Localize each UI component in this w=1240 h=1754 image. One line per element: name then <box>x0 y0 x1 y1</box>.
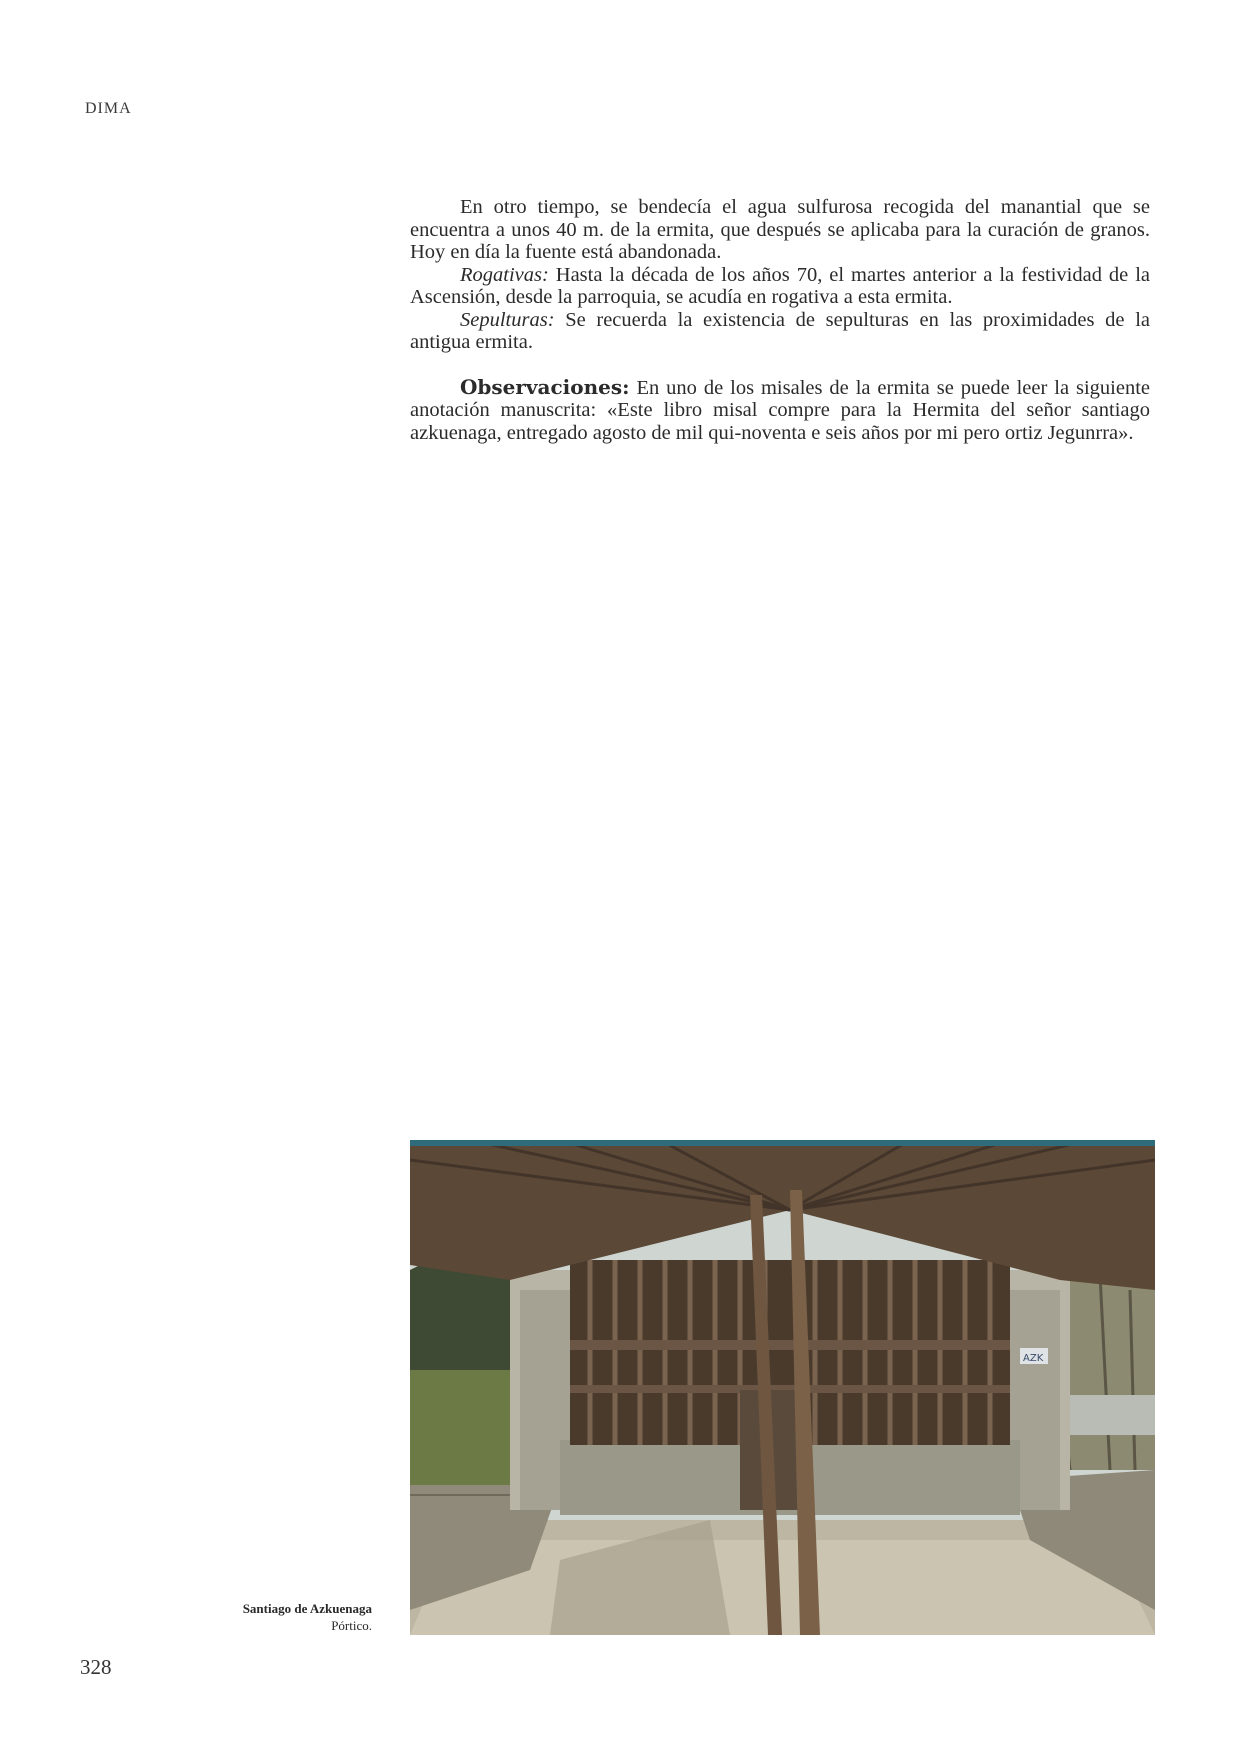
rogativas-text: Hasta la década de los años 70, el martes anterior a la festividad de la Ascensión, desde la parroquia, se acudía en rogativa a esta ermita. <box>410 263 1150 308</box>
sign-label: AZK <box>1023 1353 1044 1364</box>
caption-title: Santiago de Azkuenaga <box>242 1601 372 1616</box>
paragraph-fuente: En otro tiempo, se bendecía el agua sulfurosa recogida del manantial que se encuentra a unos 40 m. de la ermita, que después se aplicaba para la curación de granos. Hoy en día la fuente está abandonada. <box>410 196 1150 263</box>
body-text <box>410 196 1150 444</box>
page-number: 328 <box>80 1655 112 1679</box>
paragraph-gap <box>410 354 1150 376</box>
rogativas-label: Rogativas: <box>460 263 549 286</box>
observaciones-text: En uno de los misales de la ermita se puede leer la siguiente anotación manuscrita: «Este libro misal compre para la Hermita del señor santiago azkuenaga, entregado agosto de mil qui-noventa e seis años por mi pero ortiz Jegunrra». <box>410 376 1150 444</box>
paragraph-observaciones <box>410 376 1150 445</box>
sepulturas-label: Sepulturas: <box>460 308 555 331</box>
sepulturas-text: Se recuerda la existencia de sepulturas en las proximidades de la antigua ermita. <box>410 308 1150 353</box>
observaciones-label: Observaciones: <box>460 374 630 399</box>
paragraph-rogativas <box>410 264 1150 309</box>
figure-caption <box>243 1600 372 1634</box>
running-head: DIMA <box>85 100 132 117</box>
caption-subtitle: Pórtico. <box>331 1618 372 1633</box>
portico-photo <box>410 1140 1155 1635</box>
paragraph-sepulturas <box>410 309 1150 354</box>
